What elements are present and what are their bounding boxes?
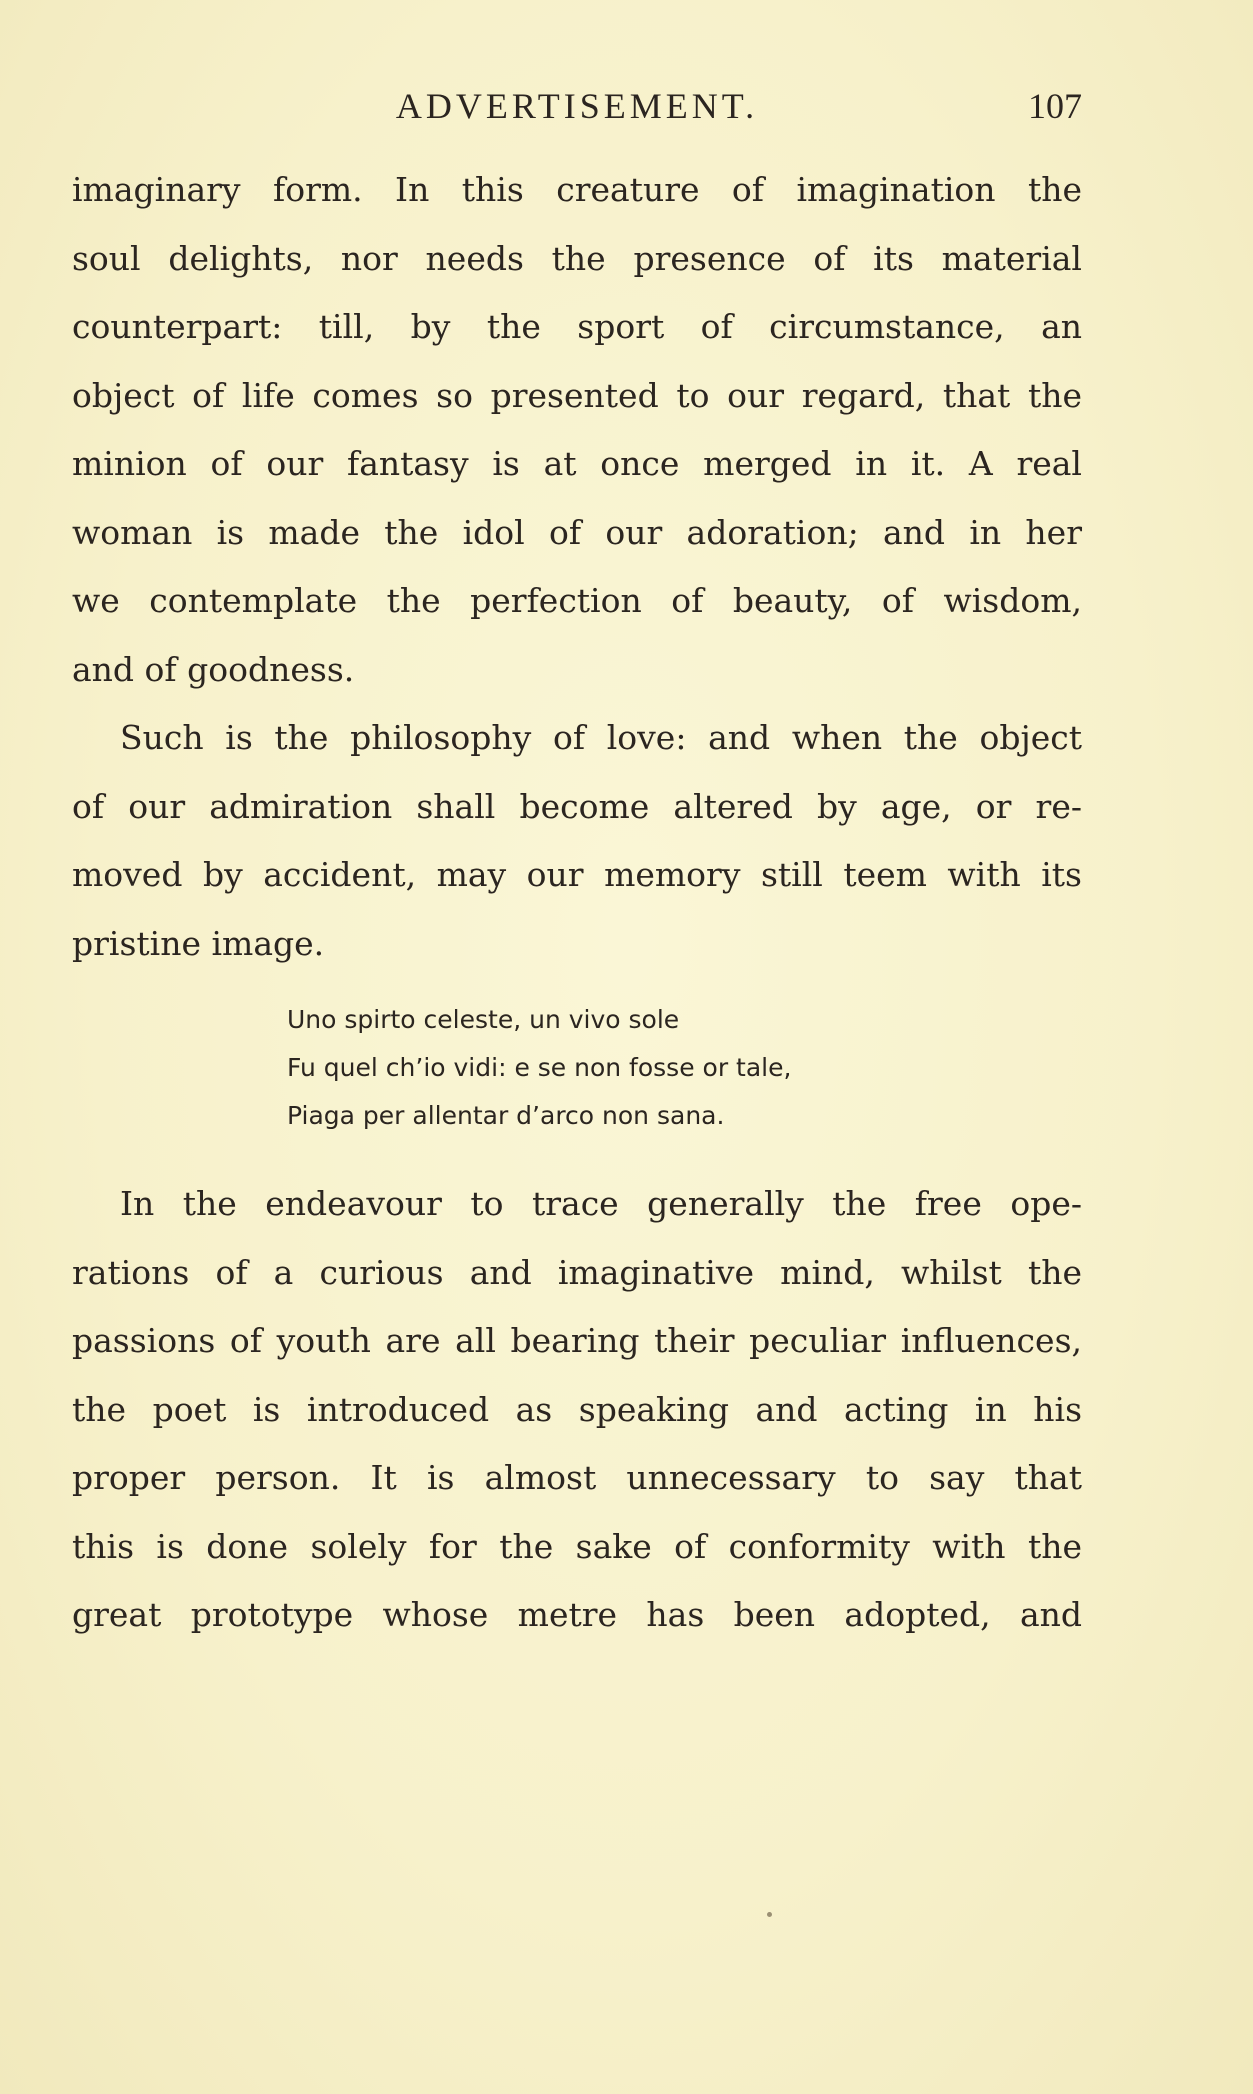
text-line: of our admiration shall become altered by age, or re- <box>72 786 1082 826</box>
text-line: passions of youth are all bearing their peculiar influences, <box>72 1321 1082 1360</box>
verse-line: Uno spirto celeste, un vivo sole <box>287 1005 680 1034</box>
text-line: woman is made the idol of our adoration; and in her <box>72 512 1082 552</box>
text-line: In the endeavour to trace generally the free ope- <box>120 1184 1082 1223</box>
page-header <box>72 78 1082 134</box>
text-line: imaginary form. In this creature of imagination the <box>72 170 1082 209</box>
text-line: great prototype whose metre has been adopted, and <box>72 1595 1082 1634</box>
text-line: moved by accident, may our memory still teem with its <box>72 855 1082 894</box>
text-line: pristine image. <box>72 923 325 963</box>
paper-speck <box>767 1912 772 1917</box>
text-line: counterpart: till, by the sport of circumstance, an <box>72 307 1082 346</box>
text-line: Such is the philosophy of love: and when the object <box>120 718 1082 757</box>
paragraph-3 <box>72 1170 1082 1650</box>
running-head: ADVERTISEMENT. <box>395 86 759 126</box>
paragraph-2 <box>72 704 1082 978</box>
text-line: soul delights, nor needs the presence of its material <box>72 238 1082 278</box>
text-line: minion of our fantasy is at once merged in it. A real <box>72 444 1082 483</box>
body-text <box>72 156 1082 1650</box>
page-number: 107 <box>1028 86 1082 126</box>
verse-quotation <box>72 996 1082 1140</box>
text-line: we contemplate the perfection of beauty, of wisdom, <box>72 581 1082 620</box>
verse-line: Piaga per allentar d’arco non sana. <box>287 1101 725 1130</box>
verse-line: Fu quel ch’io vidi: e se non fosse or tale, <box>287 1053 792 1082</box>
text-line: and of goodness. <box>72 649 355 689</box>
paragraph-1 <box>72 156 1082 704</box>
text-line: this is done solely for the sake of conformity with the <box>72 1526 1082 1566</box>
text-line: rations of a curious and imaginative mind, whilst the <box>72 1252 1082 1292</box>
text-line: object of life comes so presented to our regard, that the <box>72 375 1082 415</box>
text-line: the poet is introduced as speaking and acting in his <box>72 1389 1082 1429</box>
text-line: proper person. It is almost unnecessary to say that <box>72 1458 1082 1497</box>
